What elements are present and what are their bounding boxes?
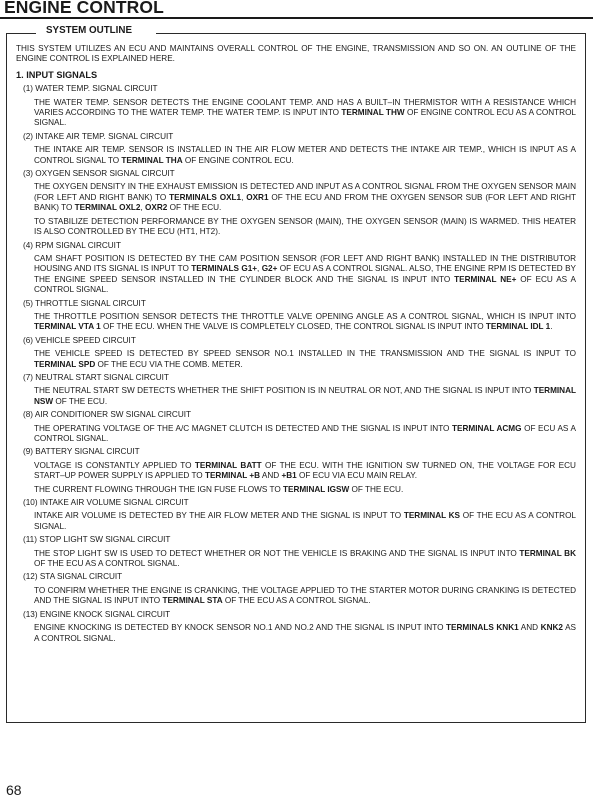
text-run: OF ECU VIA ECU MAIN RELAY. (296, 471, 417, 481)
terminal-name: TERMINAL IGSW (282, 484, 350, 494)
text-run: OF THE ECU. WHEN THE VALVE IS COMPLETELY CLOSED, THE CONTROL SIGNAL IS INPUT INTO (100, 322, 486, 332)
signal-item-heading: (9) BATTERY SIGNAL CIRCUIT (23, 447, 140, 457)
terminal-name: TERMINAL BK (519, 548, 576, 558)
text-run: , (140, 203, 146, 213)
terminal-name: G2+ (261, 264, 278, 274)
text-run: , (241, 192, 247, 202)
frame-top-right-rule (156, 33, 586, 34)
terminal-name: TERMINAL STA (162, 596, 223, 606)
signal-item (16, 572, 576, 606)
text-run: , (257, 264, 262, 274)
terminal-name: OXR2 (145, 203, 168, 213)
text-run: OF ECU AS A CONTROL SIGNAL. (34, 423, 576, 443)
text-run: THE OXYGEN DENSITY IN THE EXHAUST EMISSION IS DETECTED AND INPUT AS A CONTROL SIGNAL FROM THE OXYGEN SENSOR MAIN (FOR LEFT AND RIGHT BANK) TO (34, 182, 576, 202)
signal-item (16, 498, 576, 532)
terminal-name: TERMINAL ACMG (452, 423, 522, 433)
terminal-name: TERMINALS KNK1 (446, 623, 519, 633)
signal-item-heading: (7) NEUTRAL START SIGNAL CIRCUIT (23, 372, 169, 382)
text-run: CAM SHAFT POSITION IS DETECTED BY THE CAM POSITION SENSOR (FOR LEFT AND RIGHT BANK) INSTALLED IN THE DISTRIBUTOR HOUSING AND ITS SIGNAL IS INPUT TO (34, 253, 576, 274)
signal-item (16, 447, 576, 495)
terminal-name: TERMINALS OXL1 (169, 192, 242, 202)
text-run: AND (518, 623, 541, 633)
intro-paragraph: THIS SYSTEM UTILIZES AN ECU AND MAINTAINS OVERALL CONTROL OF THE ENGINE, TRANSMISSION AND SO ON. AN OUTLINE OF THE ENGINE CONTROL IS EXPLAINED HERE. (16, 44, 576, 64)
text-run: OF ECU AS A CONTROL SIGNAL. ALSO, THE ENGINE RPM IS DETECTED BY THE ENGINE SPEED SENSOR INSTALLED IN THE CYLINDER BLOCK AND THE SIGNAL IS INPUT INTO (34, 264, 576, 284)
text-run: VOLTAGE IS CONSTANTLY APPLIED TO (34, 460, 195, 470)
terminal-name: OXR1 (246, 192, 269, 202)
terminal-name: TERMINAL THA (121, 155, 183, 165)
text-run: TO CONFIRM WHETHER THE ENGINE IS CRANKING, THE VOLTAGE APPLIED TO THE STARTER MOTOR DURING CRANKING IS DETECTED AND THE SIGNAL IS INPUT INTO (34, 585, 576, 606)
terminal-name: TERMINAL OXL2 (74, 203, 141, 213)
signal-item-description (34, 586, 576, 607)
signal-item-description (34, 485, 576, 495)
signal-item-description (34, 461, 576, 482)
text-run: OF THE ECU AS A CONTROL SIGNAL. (34, 559, 180, 569)
text-run: OF THE ECU AND FROM THE OXYGEN SENSOR SUB (FOR LEFT AND RIGHT BANK) TO (34, 192, 576, 213)
text-run: THE THROTTLE POSITION SENSOR DETECTS THE THROTTLE VALVE OPENING ANGLE AS A CONTROL SIGNAL, WHICH IS INPUT INTO (34, 311, 576, 321)
terminal-name: TERMINAL THW (341, 108, 405, 118)
signal-item-heading: (8) AIR CONDITIONER SW SIGNAL CIRCUIT (23, 410, 192, 420)
outline-content (16, 44, 576, 647)
text-run: OF THE ECU. (349, 484, 404, 494)
signal-item-description (34, 217, 576, 238)
signal-item-description (34, 182, 576, 213)
signal-item-description (34, 386, 576, 407)
section-heading: 1. INPUT SIGNALS (16, 69, 98, 80)
text-run: THE OPERATING VOLTAGE OF THE A/C MAGNET CLUTCH IS DETECTED AND THE SIGNAL IS INPUT INTO (34, 423, 453, 433)
signal-item-description (34, 254, 576, 296)
signal-item (16, 132, 576, 166)
signal-item-heading: (12) STA SIGNAL CIRCUIT (23, 572, 123, 582)
terminal-name: KNK2 (540, 623, 563, 633)
signal-item (16, 169, 576, 237)
signal-item (16, 373, 576, 407)
signal-item (16, 84, 576, 129)
frame-top-left-rule (6, 33, 36, 34)
text-run: OF ECU AS A CONTROL SIGNAL. (34, 274, 577, 295)
text-run: ENGINE KNOCKING IS DETECTED BY KNOCK SENSOR NO.1 AND NO.2 AND THE SIGNAL IS INPUT INTO (34, 623, 447, 633)
text-run: THE INTAKE AIR TEMP. SENSOR IS INSTALLED IN THE AIR FLOW METER AND DETECTS THE INTAKE AIR TEMP., WHICH IS INPUT AS A CONTROL SIGNAL TO (34, 145, 576, 165)
signal-item (16, 535, 576, 569)
text-run: OF THE ECU AS A CONTROL SIGNAL. (34, 511, 576, 531)
text-run: . (550, 322, 553, 332)
signal-item-heading: (13) ENGINE KNOCK SIGNAL CIRCUIT (23, 609, 171, 619)
terminal-name: TERMINAL SPD (34, 359, 96, 369)
text-run: OF THE ECU. (167, 203, 222, 213)
signal-item-description (34, 511, 576, 532)
input-signal-list (16, 84, 576, 644)
text-run: OF ENGINE CONTROL ECU. (182, 155, 294, 165)
title-rule (0, 17, 593, 19)
signal-item-heading: (10) INTAKE AIR VOLUME SIGNAL CIRCUIT (23, 498, 189, 508)
signal-item-description (34, 145, 576, 166)
signal-item-description (34, 549, 576, 570)
text-run: THE NEUTRAL START SW DETECTS WHETHER THE SHIFT POSITION IS IN NEUTRAL OR NOT, AND THE SIGNAL IS INPUT INTO (34, 386, 534, 396)
terminal-name: TERMINAL NSW (34, 386, 576, 406)
signal-item (16, 299, 576, 333)
terminal-name: TERMINAL BATT (194, 460, 262, 470)
signal-item-heading: (3) OXYGEN SENSOR SIGNAL CIRCUIT (23, 169, 175, 179)
signal-item-heading: (4) RPM SIGNAL CIRCUIT (23, 240, 121, 250)
text-run: THE VEHICLE SPEED IS DETECTED BY SPEED SENSOR NO.1 INSTALLED IN THE TRANSMISSION AND THE SIGNAL IS INPUT TO (34, 349, 576, 359)
signal-item-description (34, 312, 576, 333)
text-run: TO STABILIZE DETECTION PERFORMANCE BY THE OXYGEN SENSOR (MAIN), THE OXYGEN SENSOR (MAIN) IS WARMED. THIS HEATER IS ALSO CONTROLLED BY THE ECU (HT1, HT2). (34, 216, 576, 237)
text-run: THE CURRENT FLOWING THROUGH THE IGN FUSE FLOWS TO (34, 484, 283, 494)
signal-item (16, 610, 576, 644)
signal-item (16, 241, 576, 296)
signal-item-description (34, 349, 576, 370)
page-title: ENGINE CONTROL (4, 0, 164, 17)
terminal-name: TERMINAL KS (403, 511, 461, 521)
text-run: OF THE ECU. WITH THE IGNITION SW TURNED ON, THE VOLTAGE FOR ECU START–UP POWER SUPPLY IS APPLIED TO (34, 460, 576, 481)
text-run: OF THE ECU. (53, 396, 108, 406)
page-number: 68 (6, 782, 22, 798)
text-run: THE WATER TEMP. SENSOR DETECTS THE ENGINE COOLANT TEMP. AND HAS A BUILT–IN THERMISTOR WITH A RESISTANCE WHICH VARIES ACCORDING TO THE WATER TEMP. THE WATER TEMP. IS INPUT INTO (34, 97, 576, 118)
signal-item-description (34, 98, 576, 129)
terminal-name: TERMINAL +B (204, 471, 261, 481)
signal-item (16, 336, 576, 370)
signal-item-heading: (1) WATER TEMP. SIGNAL CIRCUIT (23, 84, 158, 94)
terminal-name: TERMINAL VTA 1 (34, 322, 101, 332)
text-run: INTAKE AIR VOLUME IS DETECTED BY THE AIR FLOW METER AND THE SIGNAL IS INPUT TO (34, 511, 404, 521)
signal-item-heading: (11) STOP LIGHT SW SIGNAL CIRCUIT (23, 535, 171, 545)
text-run: AND (260, 471, 282, 481)
terminal-name: TERMINAL IDL 1 (485, 322, 551, 332)
text-run: OF ENGINE CONTROL ECU AS A CONTROL SIGNAL. (34, 108, 576, 128)
terminal-name: TERMINAL NE+ (454, 274, 517, 284)
text-run: THE STOP LIGHT SW IS USED TO DETECT WHETHER OR NOT THE VEHICLE IS BRAKING AND THE SIGNAL IS INPUT INTO (34, 548, 520, 558)
signal-item-description (34, 623, 576, 644)
signal-item-description (34, 424, 576, 445)
terminal-name: TERMINALS G1+ (191, 264, 258, 274)
signal-item-heading: (2) INTAKE AIR TEMP. SIGNAL CIRCUIT (23, 131, 174, 141)
text-run: OF THE ECU VIA THE COMB. METER. (95, 359, 243, 369)
text-run: AS A CONTROL SIGNAL. (34, 623, 577, 643)
signal-item (16, 410, 576, 444)
signal-item-heading: (6) VEHICLE SPEED CIRCUIT (23, 335, 136, 345)
text-run: OF THE ECU AS A CONTROL SIGNAL. (222, 596, 371, 606)
terminal-name: +B1 (281, 471, 297, 481)
signal-item-heading: (5) THROTTLE SIGNAL CIRCUIT (23, 298, 146, 308)
system-outline-title: SYSTEM OUTLINE (46, 25, 133, 36)
